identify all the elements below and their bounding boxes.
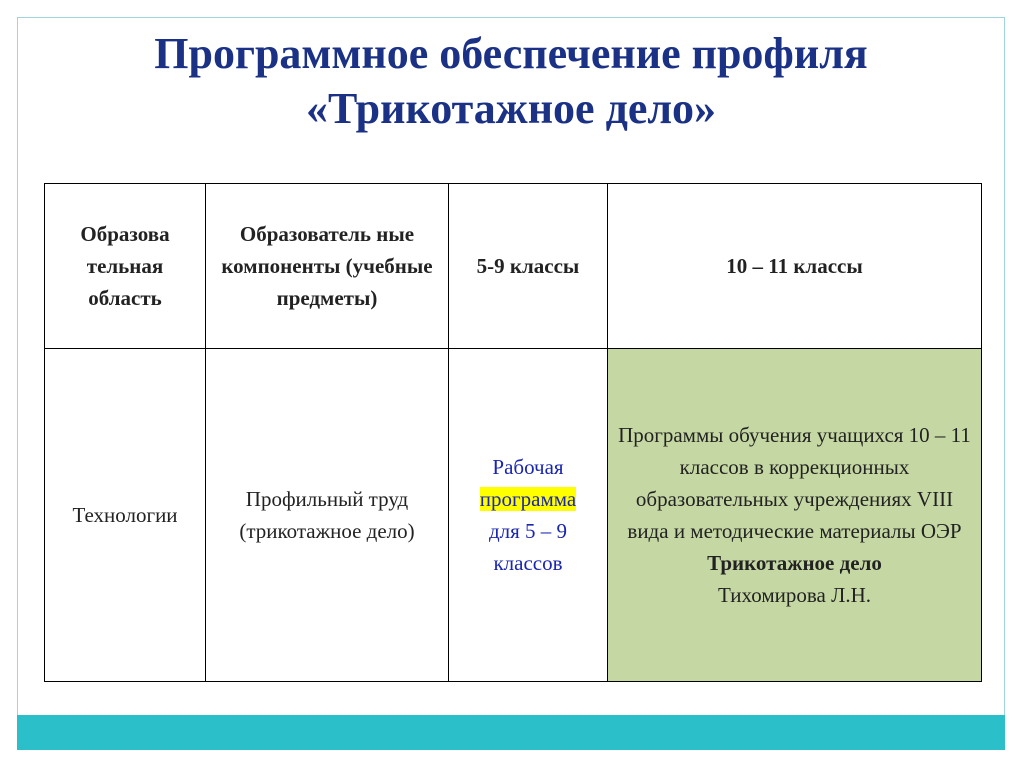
title-line-1: Программное обеспечение профиля	[154, 29, 868, 78]
software-table	[44, 183, 982, 682]
programs-bold-title: Трикотажное дело	[707, 551, 882, 575]
cell-grades-10-11	[608, 349, 982, 682]
work-program-highlight: программа	[479, 487, 577, 511]
cell-component: Профильный труд (трикотажное дело)	[206, 349, 449, 682]
table-header-row	[45, 184, 982, 349]
cell-area: Технологии	[45, 349, 206, 682]
work-program-line-3: для 5 – 9 классов	[488, 519, 568, 575]
slide-title	[17, 26, 1005, 136]
programs-text: Программы обучения учащихся 10 – 11 классов в коррекционных образовательных учреждениях VIII вида и методические материалы ОЭР	[618, 423, 971, 543]
header-cell-grades-10-11: 10 – 11 классы	[608, 184, 982, 349]
header-cell-area: Образова тельная область	[45, 184, 206, 349]
programs-author: Тихомирова Л.Н.	[718, 583, 871, 607]
work-program-line-1: Рабочая	[492, 455, 564, 479]
header-cell-grades-5-9: 5-9 классы	[449, 184, 608, 349]
table-row	[45, 349, 982, 682]
cell-grades-5-9	[449, 349, 608, 682]
bottom-bar	[17, 715, 1005, 750]
title-line-2: «Трикотажное дело»	[305, 84, 717, 133]
header-cell-components: Образователь ные компоненты (учебные предметы)	[206, 184, 449, 349]
